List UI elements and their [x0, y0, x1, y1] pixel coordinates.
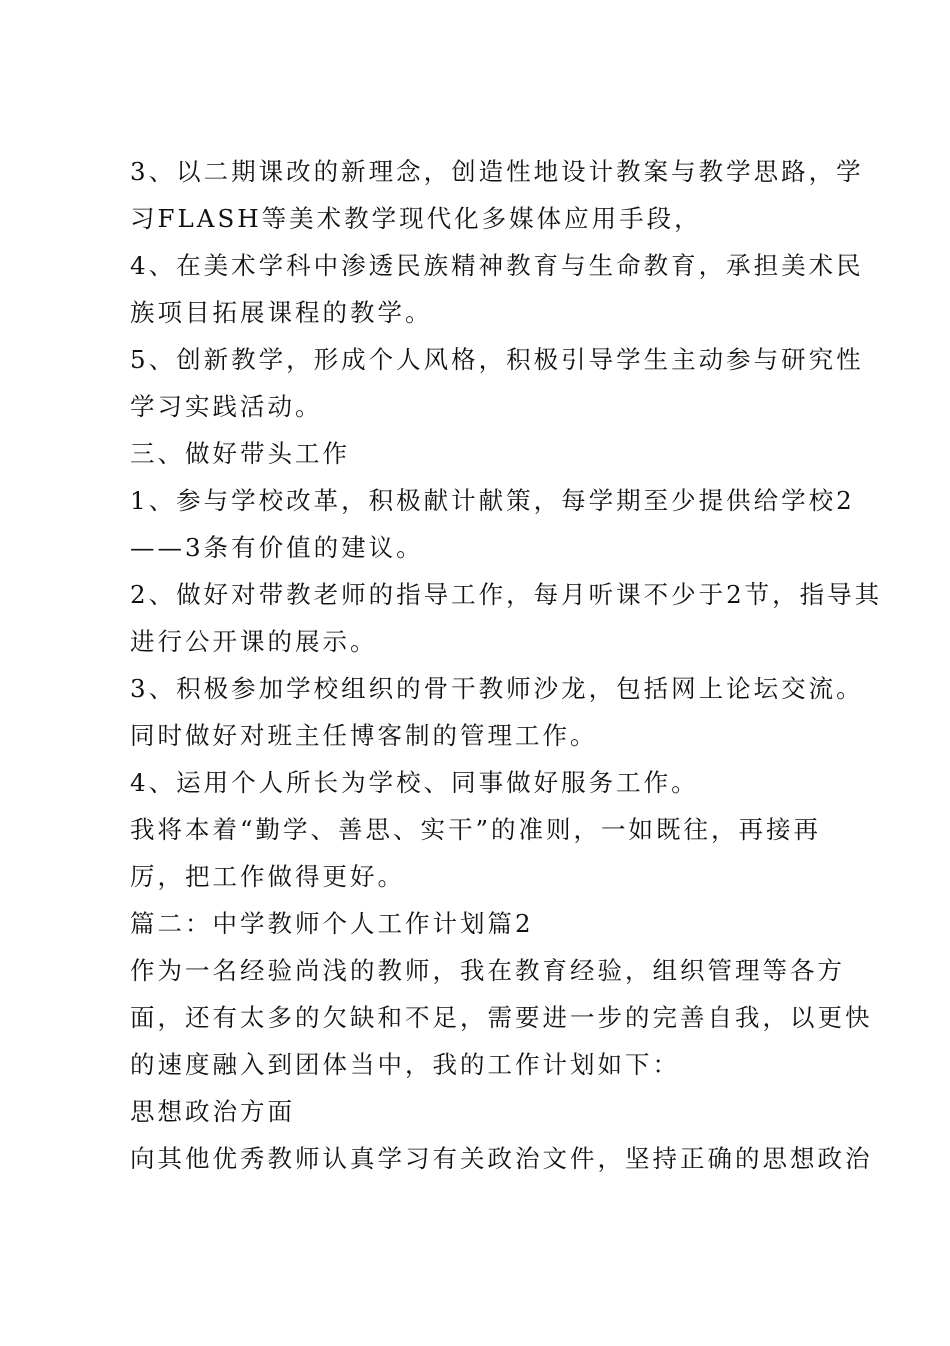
text-line: 2、做好对带教老师的指导工作，每月听课不少于2节，指导其	[130, 580, 883, 609]
chapter-heading: 篇二：中学教师个人工作计划篇2	[130, 909, 534, 938]
text-line: 习FLASH等美术教学现代化多媒体应用手段，	[130, 204, 702, 233]
text-line: 厉，把工作做得更好。	[130, 862, 405, 891]
text-line: 4、运用个人所长为学校、同事做好服务工作。	[130, 768, 699, 797]
document-body	[130, 152, 883, 1186]
text-line: 3、以二期课改的新理念，创造性地设计教案与教学思路，学	[130, 157, 864, 186]
section-heading: 三、做好带头工作	[130, 439, 350, 468]
text-line: 我将本着“勤学、善思、实干”的准则，一如既往，再接再	[130, 815, 822, 844]
text-line: 学习实践活动。	[130, 392, 323, 421]
subsection-heading: 思想政治方面	[130, 1097, 295, 1126]
text-line: ——3条有价值的建议。	[130, 533, 424, 562]
text-line: 进行公开课的展示。	[130, 627, 378, 656]
text-line: 向其他优秀教师认真学习有关政治文件，坚持正确的思想政治	[130, 1144, 873, 1173]
text-line: 族项目拓展课程的教学。	[130, 298, 433, 327]
text-line: 作为一名经验尚浅的教师，我在教育经验，组织管理等各方	[130, 956, 845, 985]
text-line: 面，还有太多的欠缺和不足，需要进一步的完善自我，以更快	[130, 1003, 873, 1032]
text-line: 5、创新教学，形成个人风格，积极引导学生主动参与研究性	[130, 345, 864, 374]
text-line: 1、参与学校改革，积极献计献策，每学期至少提供给学校2	[130, 486, 855, 515]
text-line: 3、积极参加学校组织的骨干教师沙龙，包括网上论坛交流。	[130, 674, 864, 703]
text-line: 同时做好对班主任博客制的管理工作。	[130, 721, 598, 750]
text-line: 的速度融入到团体当中，我的工作计划如下：	[130, 1050, 680, 1079]
text-line: 4、在美术学科中渗透民族精神教育与生命教育，承担美术民	[130, 251, 864, 280]
